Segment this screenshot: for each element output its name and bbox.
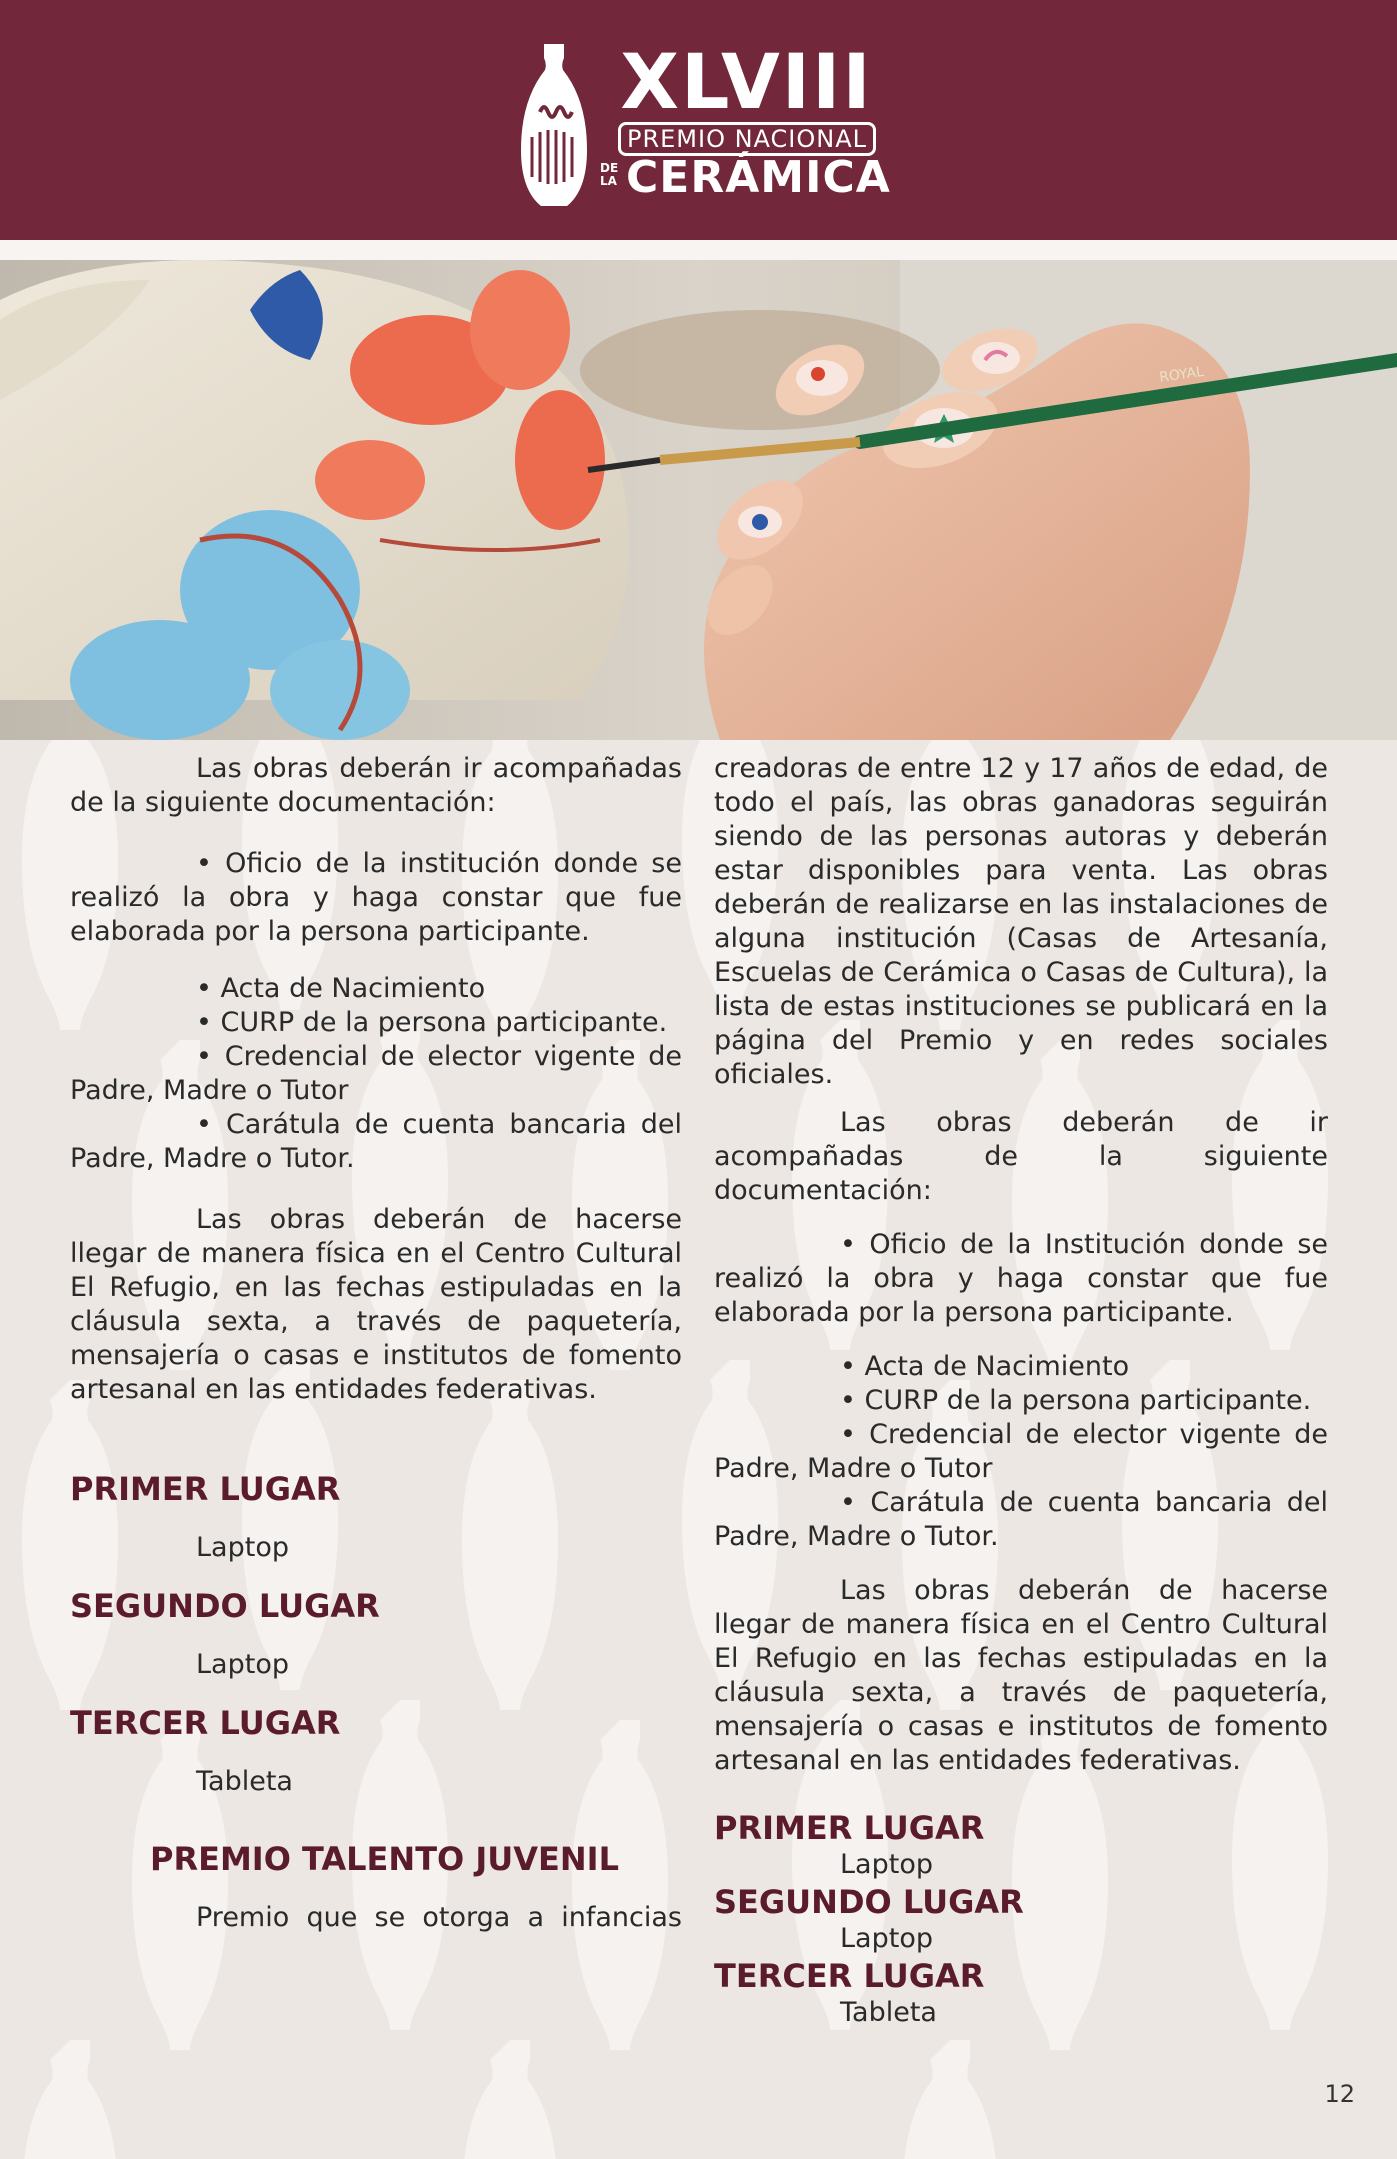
prize-title: TERCER LUGAR [70, 1704, 341, 1742]
talento-continuation: creadoras de entre 12 y 17 años de edad, de todo el país, las obras ganadoras seguirán siendo de las personas autoras y deberán estar disponibles para venta. Las obras deberán de realizarse en las instalaciones de alguna institución (Casas de Artesanía, Escuelas de Cerámica o Casas de Cultura), la lista de estas instituciones se publicará en la página del Premio y en redes sociales oficiales. [714, 753, 1328, 1090]
doc-item: • Credencial de elector vigente de Padre, Madre o Tutor [714, 1419, 1328, 1484]
doc-item: • CURP de la persona participante. [196, 1007, 668, 1038]
oficio-bullet: • Oficio de la Institución donde se realizó la obra y haga constar que fue elaborada por la persona participante. [714, 1229, 1328, 1328]
documentation-intro: Las obras deberán de ir acompañadas de la siguiente documentación: [714, 1107, 1328, 1206]
doc-item: • Acta de Nacimiento [840, 1351, 1130, 1382]
shipping-paragraph: Las obras deberán de hacerse llegar de manera física en el Centro Cultural El Refugio, en las fechas estipuladas en la cláusula sexta, a través de paquetería, mensajería o casas e institutos de fomento artesanal en las entidades federativas. [70, 1204, 682, 1405]
prize-award: Tableta [196, 1766, 293, 1797]
prize-award: Laptop [196, 1649, 289, 1680]
oficio-bullet: • Oficio de la institución donde se realizó la obra y haga constar que fue elaborada por la persona participante. [70, 848, 682, 947]
ceramic-painting-photo [0, 260, 1397, 740]
page-number: 12 [1324, 2080, 1355, 2108]
prize-title: SEGUNDO LUGAR [70, 1587, 380, 1625]
header-divider [0, 240, 1397, 260]
prize-title: SEGUNDO LUGAR [714, 1883, 1024, 1921]
talento-juvenil-text: Premio que se otorga a infancias [196, 1902, 682, 1933]
edition-number: XLVIII [620, 37, 873, 126]
prize-award: Laptop [840, 1923, 933, 1954]
header-banner [0, 0, 1397, 240]
prize-title: PRIMER LUGAR [714, 1809, 985, 1847]
prize-title: PRIMER LUGAR [70, 1470, 341, 1508]
documentation-intro: Las obras deberán ir acompañadas de la siguiente documentación: [70, 753, 682, 818]
doc-item: • Acta de Nacimiento [196, 973, 486, 1004]
premio-logo [518, 37, 891, 210]
right-column [714, 752, 1328, 2030]
shipping-paragraph: Las obras deberán de hacerse llegar de manera física en el Centro Cultural El Refugio en las fechas estipuladas en la cláusula sexta, a través de paquetería, mensajería o casas e institutos de fomento artesanal en las entidades federativas. [714, 1575, 1328, 1776]
svg-text:ROYAL: ROYAL [1158, 363, 1205, 386]
vase-logo-icon [518, 42, 590, 210]
prize-award: Laptop [196, 1532, 289, 1563]
de-la-label: DE LA [600, 161, 619, 188]
doc-item: • Carátula de cuenta bancaria del Padre, Madre o Tutor. [714, 1487, 1328, 1552]
ceramica-label: CERÁMICA [626, 152, 891, 203]
premio-nacional-label: PREMIO NACIONAL [618, 122, 876, 156]
prize-award: Tableta [840, 1997, 937, 2028]
doc-item: • Carátula de cuenta bancaria del Padre, Madre o Tutor. [70, 1109, 682, 1174]
left-column [70, 752, 682, 1935]
prize-title: TERCER LUGAR [714, 1957, 985, 1995]
doc-item: • CURP de la persona participante. [840, 1385, 1312, 1416]
doc-item: • Credencial de elector vigente de Padre, Madre o Tutor [70, 1041, 682, 1106]
talento-juvenil-title: PREMIO TALENTO JUVENIL [150, 1840, 619, 1878]
prize-award: Laptop [840, 1849, 933, 1880]
